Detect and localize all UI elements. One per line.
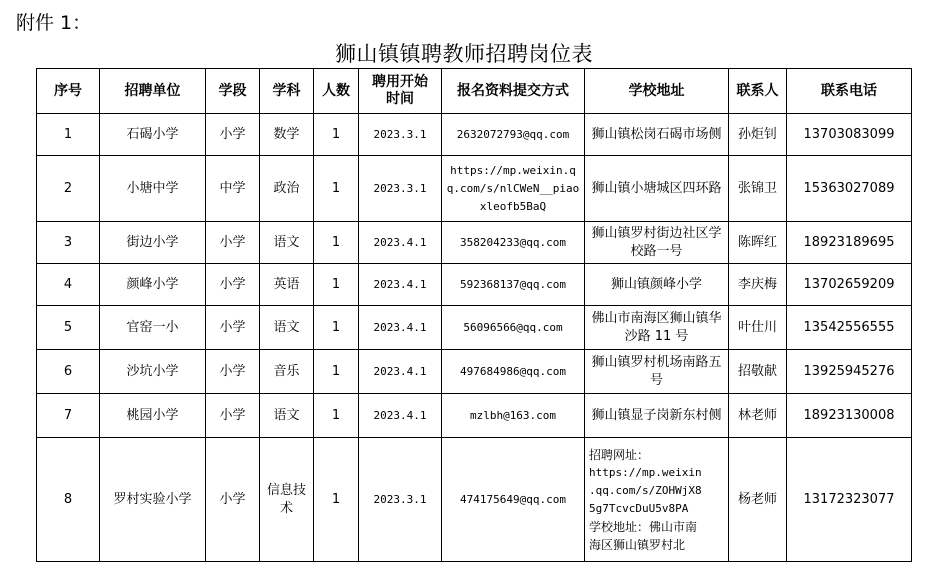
cell-submit: 592368137@qq.com <box>442 264 585 306</box>
cell-count: 1 <box>314 306 359 350</box>
col-header-subject: 学科 <box>260 69 314 114</box>
cell-address: 佛山市南海区狮山镇华沙路 11 号 <box>585 306 729 350</box>
cell-no: 6 <box>37 350 100 394</box>
cell-start: 2023.4.1 <box>359 306 442 350</box>
cell-contact: 陈晖红 <box>729 222 787 264</box>
cell-unit: 小塘中学 <box>100 156 206 222</box>
cell-phone: 18923130008 <box>787 394 912 438</box>
cell-phone: 18923189695 <box>787 222 912 264</box>
cell-stage: 小学 <box>206 306 260 350</box>
cell-contact: 孙炬钊 <box>729 114 787 156</box>
cell-no: 3 <box>37 222 100 264</box>
page-title: 狮山镇镇聘教师招聘岗位表 <box>335 42 593 66</box>
cell-contact: 招敬献 <box>729 350 787 394</box>
cell-address: 狮山镇罗村机场南路五号 <box>585 350 729 394</box>
cell-start: 2023.3.1 <box>359 438 442 562</box>
cell-count: 1 <box>314 222 359 264</box>
cell-count: 1 <box>314 438 359 562</box>
col-header-stage: 学段 <box>206 69 260 114</box>
cell-unit: 石碣小学 <box>100 114 206 156</box>
cell-count: 1 <box>314 394 359 438</box>
cell-submit: 497684986@qq.com <box>442 350 585 394</box>
col-header-address: 学校地址 <box>585 69 729 114</box>
cell-subject: 信息技术 <box>260 438 314 562</box>
address-line: 海区狮山镇罗村北 <box>589 537 686 552</box>
cell-address: 狮山镇颜峰小学 <box>585 264 729 306</box>
cell-subject: 数学 <box>260 114 314 156</box>
cell-unit: 桃园小学 <box>100 394 206 438</box>
address-line: 5g7TcvcDuU5v8PA <box>589 501 689 515</box>
cell-subject: 语文 <box>260 306 314 350</box>
cell-stage: 小学 <box>206 394 260 438</box>
cell-start: 2023.4.1 <box>359 264 442 306</box>
cell-unit: 沙坑小学 <box>100 350 206 394</box>
cell-stage: 中学 <box>206 156 260 222</box>
cell-phone: 13925945276 <box>787 350 912 394</box>
cell-unit: 罗村实验小学 <box>100 438 206 562</box>
col-header-submit: 报名资料提交方式 <box>442 69 585 114</box>
cell-start: 2023.3.1 <box>359 114 442 156</box>
table-row <box>37 438 912 562</box>
table-row <box>37 350 912 394</box>
col-header-phone: 联系电话 <box>787 69 912 114</box>
header-row <box>37 69 912 114</box>
cell-start: 2023.4.1 <box>359 222 442 264</box>
cell-no: 5 <box>37 306 100 350</box>
cell-subject: 音乐 <box>260 350 314 394</box>
table-row <box>37 114 912 156</box>
col-header-contact: 联系人 <box>729 69 787 114</box>
cell-address: 狮山镇罗村街边社区学校路一号 <box>585 222 729 264</box>
cell-no: 8 <box>37 438 100 562</box>
table-row <box>37 306 912 350</box>
cell-stage: 小学 <box>206 114 260 156</box>
cell-subject: 政治 <box>260 156 314 222</box>
cell-phone: 13702659209 <box>787 264 912 306</box>
cell-no: 7 <box>37 394 100 438</box>
cell-start: 2023.4.1 <box>359 394 442 438</box>
cell-stage: 小学 <box>206 438 260 562</box>
cell-start: 2023.4.1 <box>359 350 442 394</box>
cell-unit: 官窑一小 <box>100 306 206 350</box>
table-row <box>37 264 912 306</box>
cell-contact: 张锦卫 <box>729 156 787 222</box>
cell-no: 1 <box>37 114 100 156</box>
address-line: https://mp.weixin <box>589 465 702 479</box>
cell-stage: 小学 <box>206 350 260 394</box>
cell-submit: 2632072793@qq.com <box>442 114 585 156</box>
cell-stage: 小学 <box>206 264 260 306</box>
cell-phone: 13542556555 <box>787 306 912 350</box>
cell-address: 狮山镇显子岗新东村侧 <box>585 394 729 438</box>
table-row <box>37 156 912 222</box>
cell-no: 2 <box>37 156 100 222</box>
cell-count: 1 <box>314 156 359 222</box>
table-row <box>37 394 912 438</box>
cell-contact: 杨老师 <box>729 438 787 562</box>
cell-no: 4 <box>37 264 100 306</box>
cell-stage: 小学 <box>206 222 260 264</box>
cell-phone: 15363027089 <box>787 156 912 222</box>
cell-count: 1 <box>314 114 359 156</box>
col-header-unit: 招聘单位 <box>100 69 206 114</box>
col-header-count: 人数 <box>314 69 359 114</box>
cell-submit: 56096566@qq.com <box>442 306 585 350</box>
col-header-no: 序号 <box>37 69 100 114</box>
cell-contact: 叶仕川 <box>729 306 787 350</box>
address-line: .qq.com/s/ZOHWjX8 <box>589 483 702 497</box>
cell-contact: 李庆梅 <box>729 264 787 306</box>
cell-submit: https://mp.weixin.qq.com/s/nlCWeN__piaoxleofb5BaQ <box>442 156 585 222</box>
cell-subject: 语文 <box>260 222 314 264</box>
cell-unit: 街边小学 <box>100 222 206 264</box>
col-header-start: 聘用开始时间 <box>359 69 442 114</box>
cell-start: 2023.3.1 <box>359 156 442 222</box>
cell-submit: 474175649@qq.com <box>442 438 585 562</box>
cell-address: 狮山镇松岗石碣市场侧 <box>585 114 729 156</box>
cell-unit: 颜峰小学 <box>100 264 206 306</box>
cell-subject: 英语 <box>260 264 314 306</box>
cell-subject: 语文 <box>260 394 314 438</box>
cell-count: 1 <box>314 350 359 394</box>
address-line: 招聘网址： <box>589 447 650 462</box>
address-line: 学校地址：佛山市南 <box>589 519 698 534</box>
cell-address <box>585 438 729 562</box>
cell-submit: 358204233@qq.com <box>442 222 585 264</box>
cell-address: 狮山镇小塘城区四环路 <box>585 156 729 222</box>
cell-contact: 林老师 <box>729 394 787 438</box>
table-row <box>37 222 912 264</box>
cell-phone: 13703083099 <box>787 114 912 156</box>
recruitment-table <box>36 68 912 562</box>
cell-phone: 13172323077 <box>787 438 912 562</box>
attachment-label: 附件 1： <box>16 12 92 34</box>
cell-count: 1 <box>314 264 359 306</box>
cell-submit: mzlbh@163.com <box>442 394 585 438</box>
